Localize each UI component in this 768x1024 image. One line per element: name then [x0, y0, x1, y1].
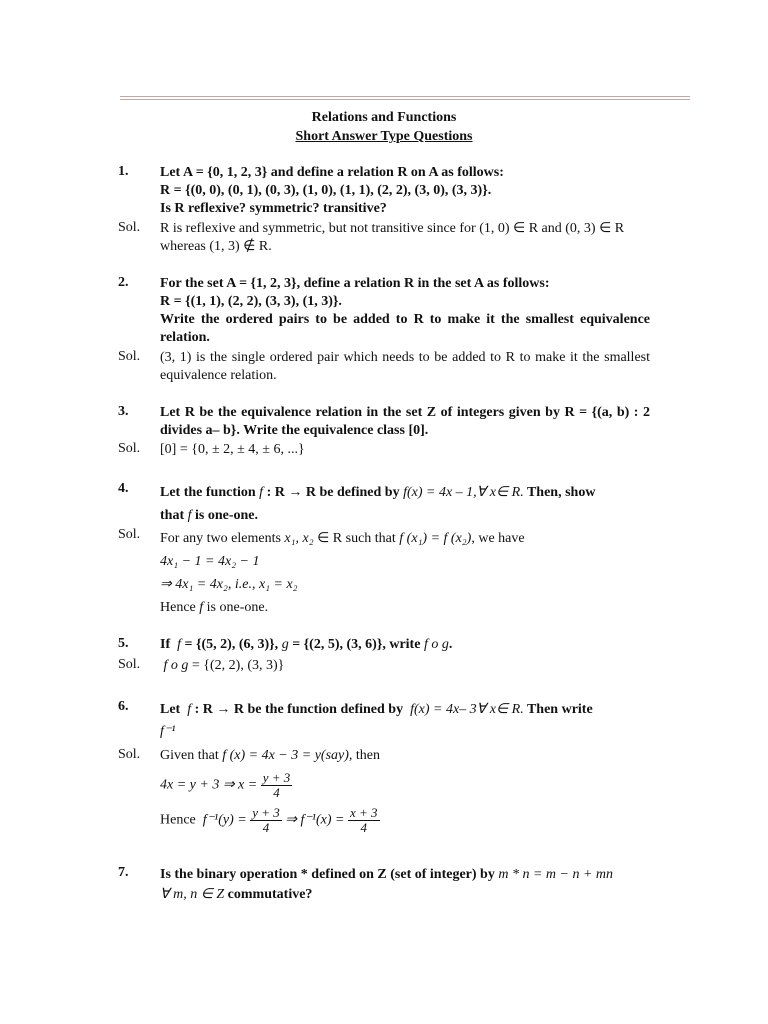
q5-fog: f o g — [423, 637, 449, 652]
q2-line3: Write the ordered pairs to be added to R to make it the smallest equivalence relation. — [160, 312, 650, 345]
q4-text-e: is one-one. — [195, 508, 259, 523]
q4-func-fx: f(x) — [403, 485, 423, 500]
q1-line2: R = {(0, 0), (0, 1), (0, 3), (1, 0), (1, 1), (2, 2), (3, 0), (3, 3)}. — [160, 183, 492, 198]
q5-sol-label: Sol. — [118, 657, 141, 672]
q7-equation: m * n = m − n + mn — [498, 867, 614, 882]
q6-line1 — [160, 699, 650, 721]
q6-then-text: then — [355, 748, 381, 763]
q6-fraction-1-den: 4 — [273, 785, 280, 800]
q6-text-a: Let — [160, 702, 181, 717]
q1-line1: Let A = {0, 1, 2, 3} and define a relation R on A as follows: — [160, 165, 504, 180]
q6-func-fx: f(x) — [410, 702, 430, 717]
q6-text-c: Then write — [526, 702, 593, 717]
header-rule-bottom — [120, 99, 690, 100]
q6-fraction-3-den: 4 — [360, 820, 367, 835]
q7-quantifier: ∀ m, n ∈ Z — [160, 887, 225, 902]
q6-equation: = 4x– 3∀ x∈ R. — [433, 702, 524, 717]
q3-number: 3. — [118, 404, 129, 419]
q2-solution: (3, 1) is the single ordered pair which needs to be added to R to make it the smallest equivalence relation. — [160, 350, 650, 383]
q4-sol-text-b: ∈ R such that — [317, 531, 396, 546]
q5-func-g: g — [281, 637, 289, 652]
q7-text-a: Is the binary operation * defined on Z (set of integer) by — [160, 867, 495, 882]
q2-line1: For the set A = {1, 2, 3}, define a relation R in the set A as follows: — [160, 276, 550, 291]
q6-fraction-1 — [261, 771, 293, 800]
q6-given-text: Given that — [160, 748, 219, 763]
q2-number: 2. — [118, 275, 129, 290]
q4-text-d: that — [160, 508, 185, 523]
q7-question — [160, 865, 650, 905]
q7-line1 — [160, 865, 650, 885]
q4-equation: = 4x – 1,∀ x∈ R. — [426, 485, 524, 500]
q1-question — [160, 164, 650, 218]
q1-sol-label: Sol. — [118, 220, 141, 235]
q6-fraction-1-num: y + 3 — [262, 770, 291, 785]
q4-hence-line — [160, 596, 650, 619]
q6-fraction-2-den: 4 — [262, 820, 270, 835]
q4-question — [160, 481, 650, 527]
q5-number: 5. — [118, 636, 129, 651]
q4-step1: 4x₁ − 1 = 4x₂ − 1 — [160, 554, 260, 569]
q5-text-a: If — [160, 637, 171, 652]
q7-line2 — [160, 885, 650, 905]
q6-number: 6. — [118, 699, 129, 714]
q4-solution — [160, 527, 650, 619]
q4-step2: ⇒ 4x₁ = 4x₂, i.e., x₁ = x₂ — [160, 577, 298, 592]
q4-line2 — [160, 504, 650, 527]
q6-sol-label: Sol. — [118, 747, 141, 762]
q2-question — [160, 275, 650, 347]
q5-sol-set: = {(2, 2), (3, 3)} — [191, 658, 285, 673]
q6-hence-line — [160, 806, 650, 835]
q7-text-b: commutative? — [227, 887, 313, 902]
q6-hence-text: Hence — [160, 812, 196, 828]
q6-question — [160, 699, 650, 743]
q2-sol-label: Sol. — [118, 349, 141, 364]
q6-func-f: f — [187, 702, 192, 717]
q4-sol-text-a: For any two elements — [160, 531, 281, 546]
q4-text-b: : R → R be defined by — [266, 485, 400, 500]
q4-hence-f: f — [199, 600, 204, 615]
q4-func-f: f — [259, 485, 264, 500]
q4-text-a: Let the function — [160, 485, 256, 500]
q4-hence-end: is one-one. — [206, 600, 269, 615]
q6-fraction-2-num: y + 3 — [252, 805, 280, 820]
q5-question — [160, 636, 650, 654]
q4-text-c: Then, show — [526, 485, 596, 500]
q7-number: 7. — [118, 865, 129, 880]
q4-sol-line1 — [160, 527, 650, 550]
q3-solution: [0] = {0, ± 2, ± 4, ± 6, ...} — [160, 442, 305, 457]
title-block — [0, 108, 768, 146]
q4-hence-text: Hence — [160, 600, 196, 615]
q4-line1 — [160, 481, 650, 504]
q5-solution — [160, 657, 650, 675]
q4-sol-label: Sol. — [118, 527, 141, 542]
q6-solution — [160, 747, 650, 835]
q6-given-line — [160, 747, 650, 765]
q4-sol-equation: f (x₁) = f (x₂) — [399, 531, 472, 546]
q1-sol-line2: whereas (1, 3) ∉ R. — [160, 239, 272, 254]
page-title: Relations and Functions — [311, 110, 457, 125]
q5-f-set: = {(5, 2), (6, 3)}, — [184, 637, 279, 652]
q6-given-eq: f (x) = 4x − 3 = y(say), — [222, 748, 353, 763]
q5-func-f: f — [177, 637, 182, 652]
q6-text-b: : R → R be the function defined by — [194, 702, 404, 717]
q5-dot: . — [448, 637, 453, 652]
q5-sol-fog: f o g — [163, 658, 189, 673]
q4-sol-text-c: , we have — [471, 531, 525, 546]
q1-number: 1. — [118, 164, 129, 179]
q5-g-set: = {(2, 5), (3, 6)}, write — [292, 637, 421, 652]
q6-hence-finv-x: ⇒ f⁻¹(x) = — [285, 812, 345, 828]
q4-sol-vars: x₁, x₂ — [284, 531, 314, 546]
q3-sol-label: Sol. — [118, 441, 141, 456]
q3-question: Let R be the equivalence relation in the set Z of integers given by R = {(a, b) : 2 divides a– b}. Write the equivalence class [0]. — [160, 405, 650, 438]
q4-func-f-2: f — [187, 508, 192, 523]
q6-fraction-3-num: x + 3 — [349, 805, 378, 820]
q6-finverse: f⁻¹ — [160, 724, 176, 739]
q6-hence-finv-y: f⁻¹(y) = — [202, 812, 247, 828]
q4-number: 4. — [118, 481, 129, 496]
q1-solution — [160, 220, 650, 256]
header-rule-top — [120, 96, 690, 97]
q1-line3: Is R reflexive? symmetric? transitive? — [160, 201, 387, 216]
q6-step1 — [160, 771, 650, 800]
q2-line2: R = {(1, 1), (2, 2), (3, 3), (1, 3)}. — [160, 294, 342, 309]
q6-fraction-2 — [250, 806, 282, 835]
q6-fraction-3 — [348, 806, 380, 835]
q1-sol-line1: R is reflexive and symmetric, but not transitive since for (1, 0) ∈ R and (0, 3) ∈ R — [160, 221, 625, 236]
page-subtitle: Short Answer Type Questions — [295, 129, 473, 144]
q6-step1-text: 4x = y + 3 ⇒ x = — [160, 777, 258, 793]
